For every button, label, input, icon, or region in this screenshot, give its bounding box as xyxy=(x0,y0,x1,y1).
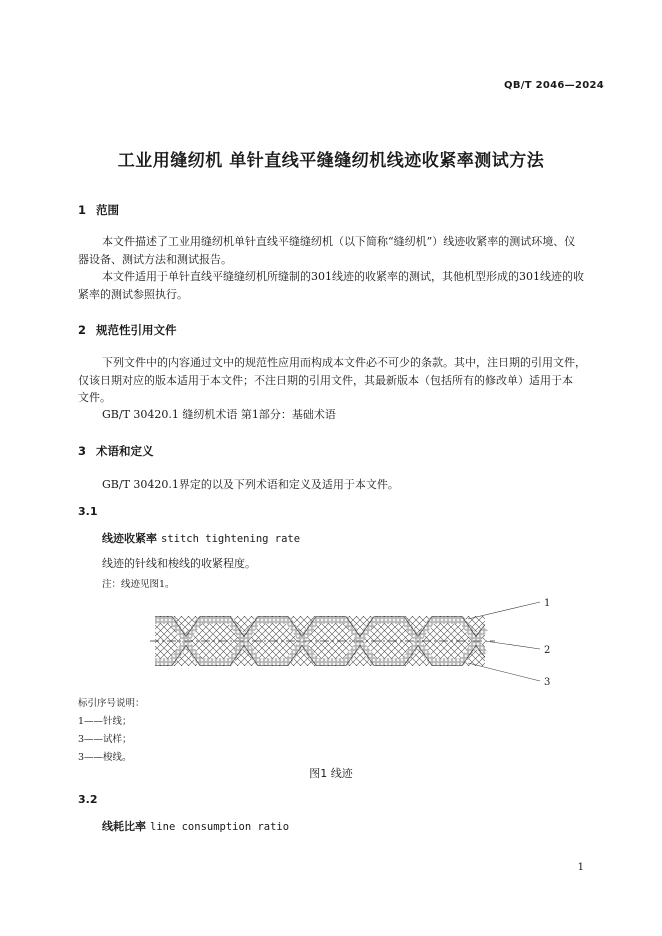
section-number: 1 xyxy=(78,203,87,217)
section-title: 术语和定义 xyxy=(96,444,154,458)
paragraph: 文件。 xyxy=(78,391,111,404)
callout-2: 2 xyxy=(544,645,551,656)
section-2-heading xyxy=(78,322,177,338)
figure-caption: 图1 线迹 xyxy=(309,767,353,780)
paragraph: 紧率的测试参照执行。 xyxy=(78,288,188,301)
normative-reference: GB/T 30420.1 缝纫机术语 第1部分：基础术语 xyxy=(102,408,336,421)
paragraph: 仅该日期对应的版本适用于本文件；不注日期的引用文件，其最新版本（包括所有的修改单）适用于本 xyxy=(78,374,573,387)
paragraph: 本文件描述了工业用缝纫机单针直线平缝缝纫机（以下简称“缝纫机”）线迹收紧率的测试环境、仪 xyxy=(102,235,576,248)
standard-number: QB/T 2046—2024 xyxy=(504,80,604,91)
term-heading xyxy=(102,818,289,834)
term-zh: 线耗比率 xyxy=(102,820,146,833)
section-1-heading xyxy=(78,202,119,218)
term-number: 3.2 xyxy=(78,793,98,806)
leader-line-2 xyxy=(485,641,540,649)
callout-1: 1 xyxy=(544,598,551,609)
legend-item: 3——试样； xyxy=(78,734,132,745)
section-title: 规范性引用文件 xyxy=(96,323,177,337)
section-3-heading xyxy=(78,443,154,459)
section-number: 2 xyxy=(78,323,87,337)
paragraph: 本文件适用于单针直线平缝缝纫机所缝制的301线迹的收紧率的测试，其他机型形成的301线迹的收 xyxy=(102,270,584,283)
section-number: 3 xyxy=(78,444,87,458)
note: 注：线迹见图1。 xyxy=(102,579,175,590)
term-zh: 线迹收紧率 xyxy=(102,532,157,545)
paragraph: 下列文件中的内容通过文中的规范性应用而构成本文件必不可少的条款。其中，注日期的引用文件， xyxy=(102,356,586,369)
leader-line-1 xyxy=(468,602,540,619)
page-number: 1 xyxy=(577,862,584,873)
legend-title: 标引序号说明： xyxy=(78,698,145,709)
legend-item: 1——针线； xyxy=(78,716,132,727)
section-title: 范围 xyxy=(96,203,119,217)
paragraph: GB/T 30420.1界定的以及下列术语和定义及适用于本文件。 xyxy=(102,478,399,491)
term-en: line consumption ratio xyxy=(150,821,290,833)
callout-3: 3 xyxy=(544,677,551,688)
leader-line-3 xyxy=(468,663,540,681)
figure-stitch-diagram xyxy=(150,592,570,688)
term-heading xyxy=(102,530,300,546)
legend-item: 3——梭线。 xyxy=(78,752,132,763)
term-number: 3.1 xyxy=(78,505,98,518)
page-title: 工业用缝纫机 单针直线平缝缝纫机线迹收紧率测试方法 xyxy=(117,151,545,171)
paragraph: 器设备、测试方法和测试报告。 xyxy=(78,253,232,266)
term-definition: 线迹的针线和梭线的收紧程度。 xyxy=(102,557,256,570)
term-en: stitch tightening rate xyxy=(161,533,301,545)
